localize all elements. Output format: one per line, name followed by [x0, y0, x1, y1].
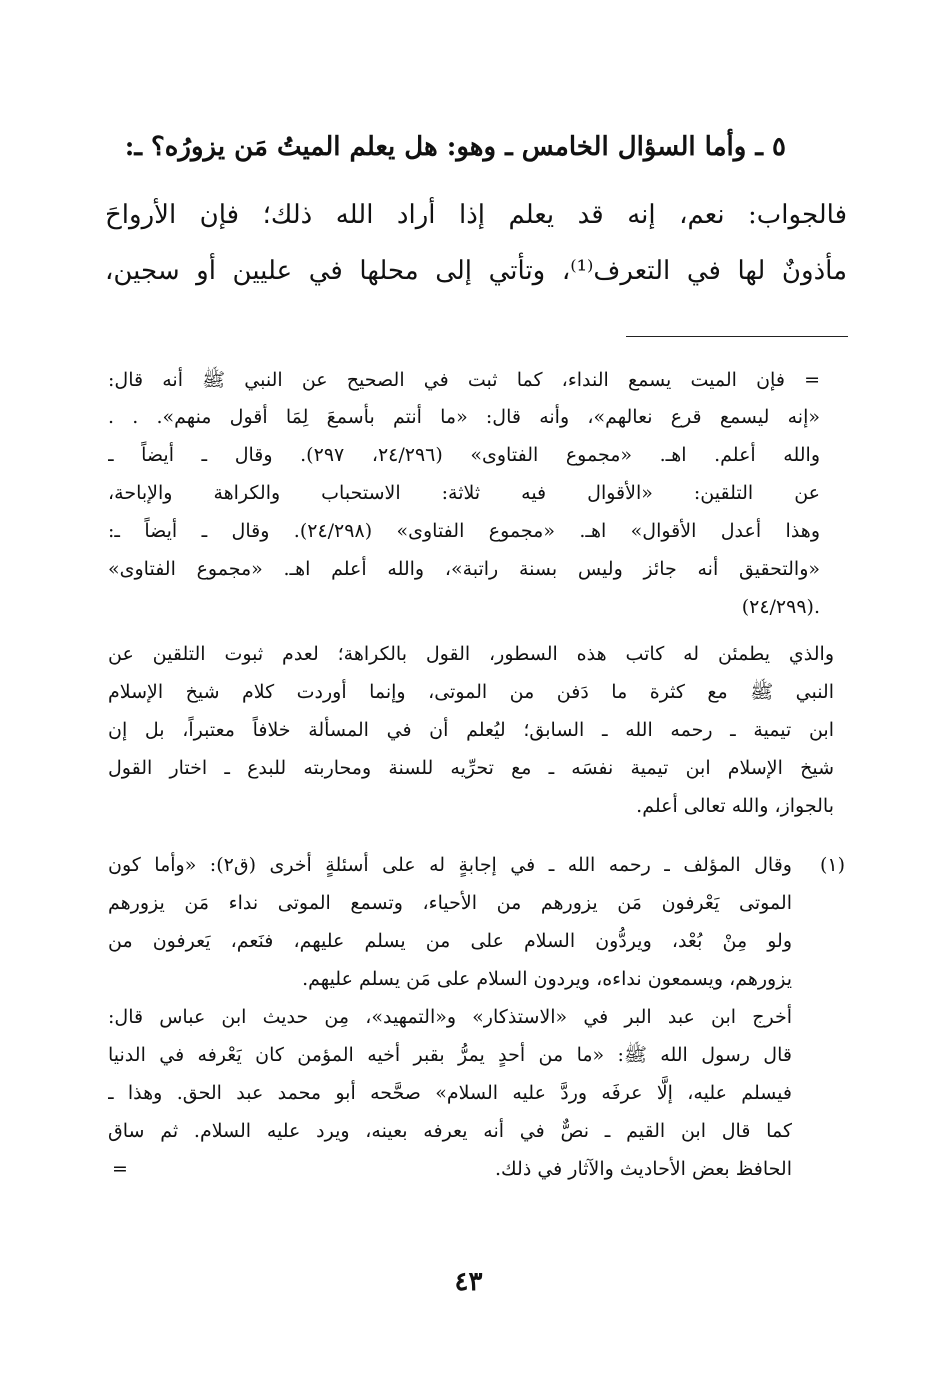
footnote-line: بالجواز، والله تعالى أعلم. [636, 795, 834, 817]
footnote-line: الموتى يَعْرفون مَن يزورهم من الأحياء، وتسمع الموتى نداء مَن يزورهم [108, 892, 792, 914]
answer-line-1: فالجواب: نعم، إنه قد يعلم إذا أراد الله ذلك؛ فإن الأرواحَ [105, 200, 847, 230]
footnote-line: عن التلقين: «الأقوال فيه ثلاثة: الاستحباب والكراهة والإباحة، [108, 482, 820, 504]
continuation-mark: = [112, 1158, 128, 1180]
footnote-line: كما قال ابن القيم ـ نصٌّ في أنه يعرفه بعينه، ويرد عليه السلام. ثم ساق [108, 1120, 792, 1142]
page-number: ٤٣ [454, 1267, 483, 1297]
footnote-line: = فإن الميت يسمع النداء، كما ثبت في الصحيح عن النبي ﷺ أنه قال: [108, 369, 820, 391]
footnote-line: والذي يطمئن له كاتب هذه السطور، القول بالكراهة؛ لعدم ثبوت التلقين عن [108, 643, 834, 665]
footnote-line: قال رسول الله ﷺ: «ما من أحدٍ يمرُّ بقبر أخيه المؤمن كان يَعْرفه في الدنيا [108, 1044, 792, 1066]
footnote-line: ابن تيمية ـ رحمه الله ـ السابق؛ ليُعلم أن في المسألة خلافاً معتبراً، بل إن [108, 719, 834, 741]
footnote-line: وهذا أعدل الأقوال» اهـ. «مجموع الفتاوى» (٢٤/٢٩٨). وقال ـ أيضاً ـ: [108, 520, 820, 542]
footnote-line: وقال المؤلف ـ رحمه الله ـ في إجابةٍ له على أسئلةٍ أخرى (ق٢): «وأما كون [108, 854, 792, 876]
footnote-line: «والتحقيق أنه جائز وليس بسنة راتبة»، والله أعلم اهـ. «مجموع الفتاوى» [108, 558, 820, 580]
footnote-separator [626, 336, 848, 337]
footnote-number: (١) [819, 854, 845, 876]
footnote-line: يزورهم، ويسمعون نداءه، ويردون السلام على مَن يسلم عليهم. [302, 968, 792, 990]
answer-line-2: مأذونٌ لها في التعرف⁽¹⁾، وتأتي إلى محلها في عليين أو سجين، [105, 256, 847, 286]
footnote-line: أخرج ابن عبد البر في «الاستذكار» و«التمهيد»، مِن حديث ابن عباس قال: [108, 1006, 792, 1028]
footnote-line: شيخ الإسلام ابن تيمية نفسَه ـ مع تحرِّيه للسنة ومحاربته للبدع ـ اختار القول [108, 757, 834, 779]
footnote-line: والله أعلم. اهـ. «مجموع الفتاوى» (٢٤/٢٩٦، ٢٩٧). وقال ـ أيضاً ـ [108, 444, 820, 466]
footnote-line: «إنه ليسمع قرع نعالهم»، وأنه قال: «ما أنتم بأسمعَ لِمَا أقول منهم». . . [108, 406, 820, 428]
footnote-line: (٢٤/٢٩٩). [741, 596, 820, 618]
question-heading: ٥ ـ وأما السؤال الخامس ـ وهو: هل يعلم الميتُ مَن يزورُه؟ ـ: [124, 132, 786, 162]
footnote-line: ولو مِنْ بُعْد، ويردُّون السلام على من يسلم عليهم، فنَعم، يَعرفون من [108, 930, 792, 952]
footnote-line: فيسلم عليه، إلَّا عرفَه وردَّ عليه السلام» صحَّحه أبو محمد عبد الحق. وهذا ـ [108, 1082, 792, 1104]
footnote-line: النبي ﷺ مع كثرة ما دَفن من الموتى، وإنما أوردت كلام شيخ الإسلام [108, 681, 834, 703]
footnote-line: الحافظ بعض الأحاديث والآثار في ذلك. [495, 1158, 792, 1180]
